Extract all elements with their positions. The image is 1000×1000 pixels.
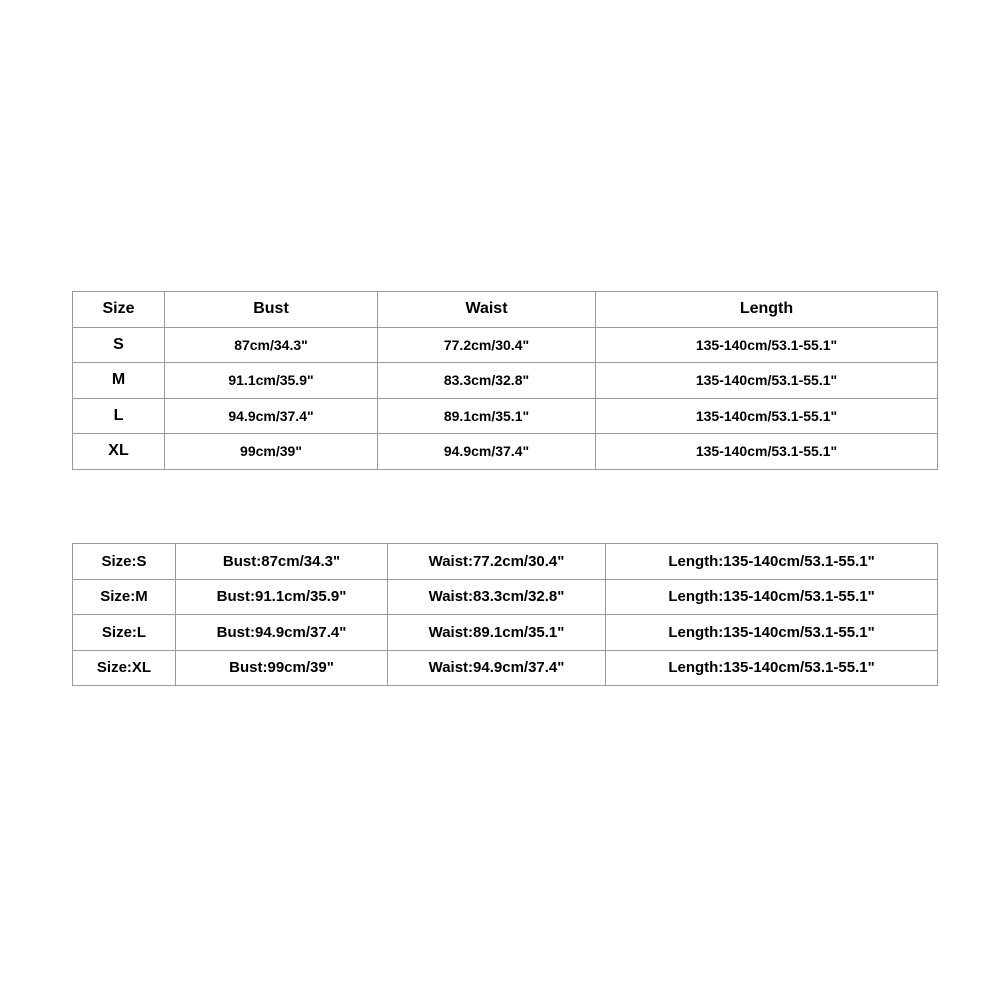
header-length: Length <box>596 292 938 328</box>
cell-waist: 89.1cm/35.1" <box>378 398 596 434</box>
cell-waist: 83.3cm/32.8" <box>378 363 596 399</box>
header-waist: Waist <box>378 292 596 328</box>
table-row <box>73 398 938 434</box>
cell-size: Size:M <box>73 579 176 615</box>
cell-bust: Bust:99cm/39" <box>176 650 388 686</box>
cell-bust: 91.1cm/35.9" <box>165 363 378 399</box>
cell-size: Size:XL <box>73 650 176 686</box>
cell-bust: Bust:91.1cm/35.9" <box>176 579 388 615</box>
table-row <box>73 327 938 363</box>
table-row <box>73 544 938 580</box>
size-chart-table <box>72 291 938 470</box>
cell-length: Length:135-140cm/53.1-55.1" <box>606 615 938 651</box>
cell-length: Length:135-140cm/53.1-55.1" <box>606 579 938 615</box>
cell-size: M <box>73 363 165 399</box>
cell-size: Size:S <box>73 544 176 580</box>
cell-length: Length:135-140cm/53.1-55.1" <box>606 650 938 686</box>
cell-waist: 77.2cm/30.4" <box>378 327 596 363</box>
cell-size: XL <box>73 434 165 470</box>
cell-length: 135-140cm/53.1-55.1" <box>596 398 938 434</box>
cell-length: 135-140cm/53.1-55.1" <box>596 327 938 363</box>
cell-size: Size:L <box>73 615 176 651</box>
table-row <box>73 434 938 470</box>
cell-waist: Waist:94.9cm/37.4" <box>388 650 606 686</box>
cell-size: S <box>73 327 165 363</box>
table-row <box>73 579 938 615</box>
cell-length: 135-140cm/53.1-55.1" <box>596 363 938 399</box>
cell-waist: Waist:77.2cm/30.4" <box>388 544 606 580</box>
cell-size: L <box>73 398 165 434</box>
header-size: Size <box>73 292 165 328</box>
cell-bust: 99cm/39" <box>165 434 378 470</box>
cell-bust: 94.9cm/37.4" <box>165 398 378 434</box>
table-row <box>73 615 938 651</box>
cell-bust: Bust:94.9cm/37.4" <box>176 615 388 651</box>
cell-waist: Waist:89.1cm/35.1" <box>388 615 606 651</box>
table-row <box>73 363 938 399</box>
table-header-row <box>73 292 938 328</box>
size-detail-table <box>72 543 938 686</box>
cell-bust: 87cm/34.3" <box>165 327 378 363</box>
cell-length: 135-140cm/53.1-55.1" <box>596 434 938 470</box>
cell-waist: 94.9cm/37.4" <box>378 434 596 470</box>
table-row <box>73 650 938 686</box>
cell-length: Length:135-140cm/53.1-55.1" <box>606 544 938 580</box>
cell-bust: Bust:87cm/34.3" <box>176 544 388 580</box>
header-bust: Bust <box>165 292 378 328</box>
cell-waist: Waist:83.3cm/32.8" <box>388 579 606 615</box>
